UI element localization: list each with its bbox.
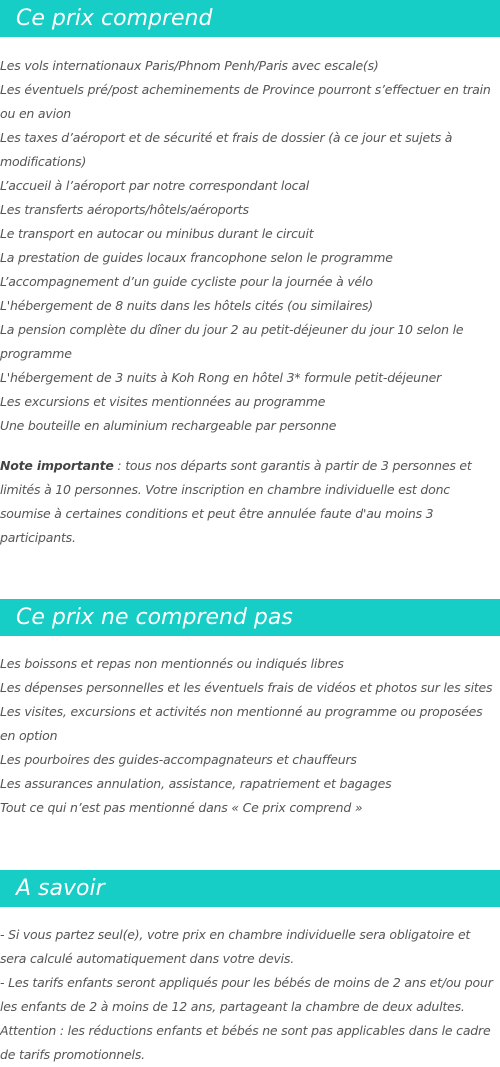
list-item: L’accompagnement d’un guide cycliste pour la journée à vélo <box>0 274 373 289</box>
list-item: Les taxes d’aéroport et de sécurité et frais de dossier (à ce jour et sujets à modifications) <box>0 130 453 169</box>
list-item: Le transport en autocar ou minibus durant le circuit <box>0 226 314 241</box>
section-title: Ce prix comprend <box>16 6 213 31</box>
list-item: Les boissons et repas non mentionnés ou indiqués libres <box>0 656 344 671</box>
section-title: A savoir <box>16 876 105 901</box>
list-item: Tout ce qui n’est pas mentionné dans « Ce prix comprend » <box>0 800 363 815</box>
section-title: Ce prix ne comprend pas <box>16 605 293 630</box>
section-header-a-savoir <box>0 870 500 907</box>
list-item: L’accueil à l’aéroport par notre correspondant local <box>0 178 310 193</box>
list-item: - Les tarifs enfants seront appliqués pour les bébés de moins de 2 ans et/ou pour les enfants de 2 à moins de 12 ans, partageant la chambre de deux adultes. <box>0 975 493 1014</box>
list-item: Les pourboires des guides-accompagnateurs et chauffeurs <box>0 752 357 767</box>
info-list <box>0 923 500 1067</box>
list-item: Les transferts aéroports/hôtels/aéroports <box>0 202 249 217</box>
list-item: L'hébergement de 3 nuits à Koh Rong en hôtel 3* formule petit-déjeuner <box>0 370 442 385</box>
note-label: Note importante <box>0 458 114 473</box>
section-header-comprend <box>0 0 500 37</box>
list-item: - Si vous partez seul(e), votre prix en chambre individuelle sera obligatoire et sera calculé automatiquement dans votre devis. <box>0 927 471 966</box>
list-item: Les excursions et visites mentionnées au programme <box>0 394 326 409</box>
list-item: Les visites, excursions et activités non mentionné au programme ou proposées en option <box>0 704 483 743</box>
list-item: Une bouteille en aluminium rechargeable par personne <box>0 418 337 433</box>
list-item: La prestation de guides locaux francophone selon le programme <box>0 250 393 265</box>
list-item: Les dépenses personnelles et les éventuels frais de vidéos et photos sur les sites <box>0 680 493 695</box>
list-item: L'hébergement de 8 nuits dans les hôtels cités (ou similaires) <box>0 298 373 313</box>
note-text: : tous nos départs sont garantis à partir de 3 personnes et limités à 10 personnes. Votre inscription en chambre individuelle est donc soumise à certaines conditions et peut être annulée faute d'au moins 3 participants. <box>0 458 472 545</box>
excluded-list <box>0 652 500 820</box>
important-note <box>0 454 500 550</box>
list-item: Les éventuels pré/post acheminements de Province pourront s’effectuer en train ou en avion <box>0 82 491 121</box>
included-list <box>0 54 500 438</box>
list-item: Les vols internationaux Paris/Phnom Penh/Paris avec escale(s) <box>0 58 379 73</box>
section-header-ne-comprend-pas <box>0 599 500 636</box>
list-item: Attention : les réductions enfants et bébés ne sont pas applicables dans le cadre de tarifs promotionnels. <box>0 1023 491 1062</box>
list-item: La pension complète du dîner du jour 2 au petit-déjeuner du jour 10 selon le programme <box>0 322 464 361</box>
list-item: Les assurances annulation, assistance, rapatriement et bagages <box>0 776 392 791</box>
